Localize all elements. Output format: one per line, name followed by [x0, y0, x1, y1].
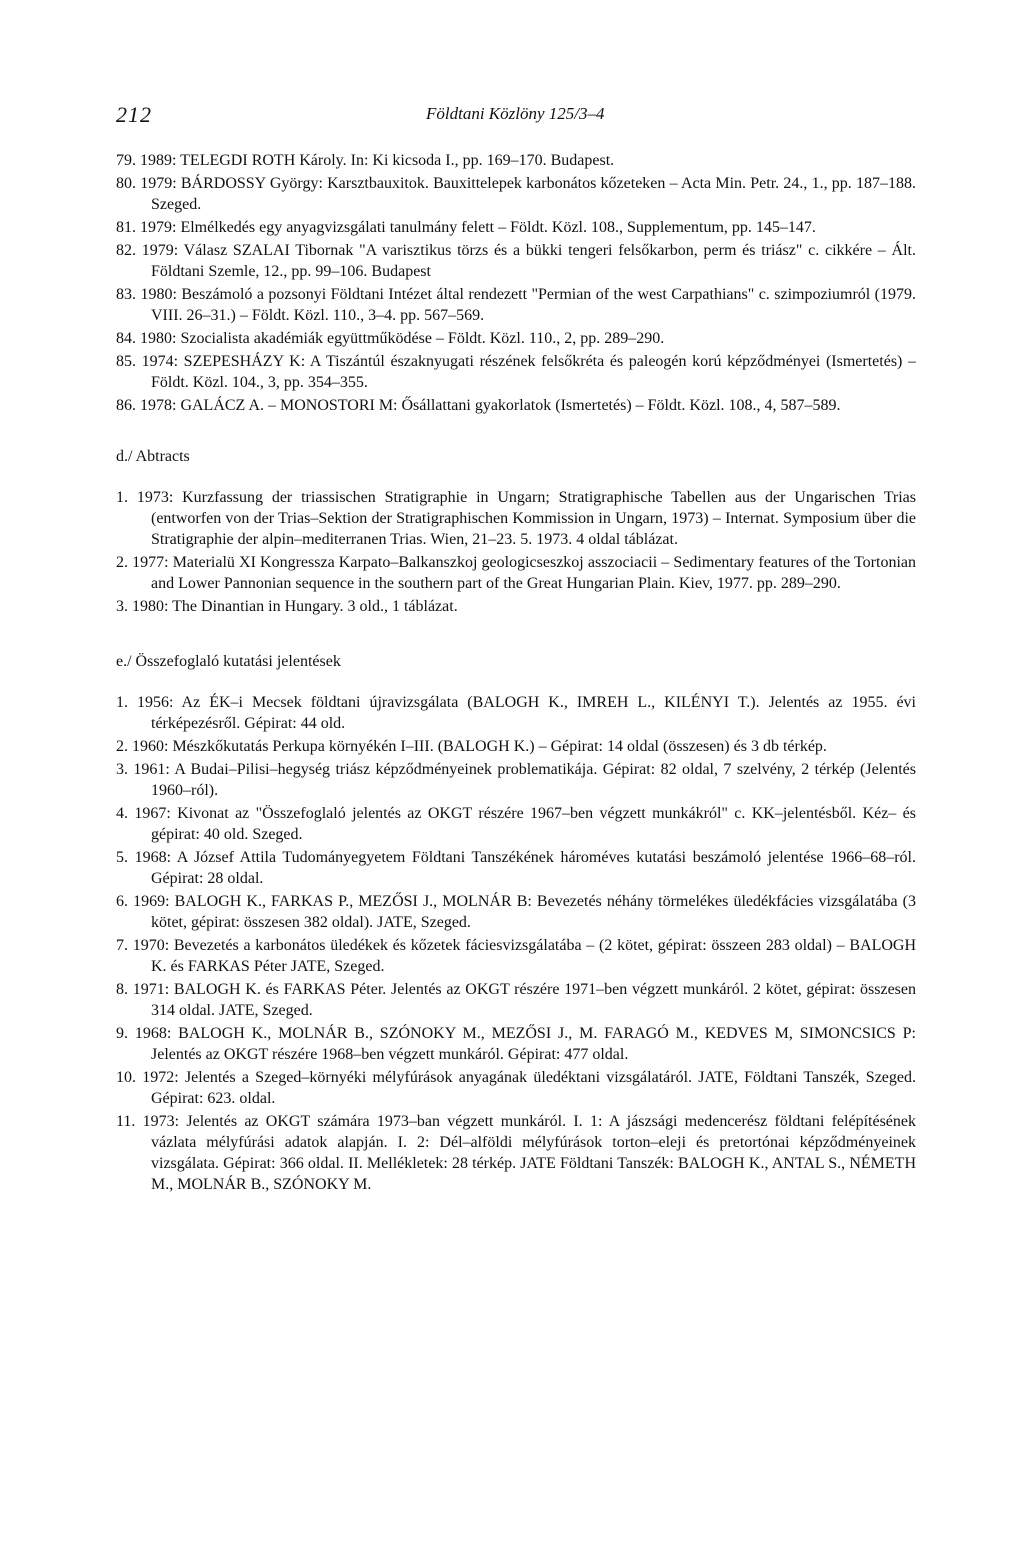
- list-item: 82. 1979: Válasz SZALAI Tibornak "A varisztikus törzs és a bükki tengeri felsőkarbon, perm és triász" c. cikkére – Ált. Földtani Szemle, 12., pp. 99–106. Budapest: [116, 242, 916, 280]
- section-c-list: [116, 150, 916, 416]
- list-item: 9. 1968: BALOGH K., MOLNÁR B., SZÓNOKY M., MEZŐSI J., M. FARAGÓ M., KEDVES M, SIMONCSICS P: Jelentés az OKGT részére 1968–ben végzett munkáról. Gépirat: 477 oldal.: [116, 1025, 916, 1063]
- list-item: 83. 1980: Beszámoló a pozsonyi Földtani Intézet által rendezett "Permian of the west Carpathians" c. szimpoziumról (1979. VIII. 26–31.) – Földt. Közl. 110., 3–4. pp. 567–569.: [116, 286, 916, 324]
- section-d-list: [116, 487, 916, 617]
- section-heading-reports: e./ Összefoglaló kutatási jelentések: [116, 653, 341, 670]
- list-item: 2. 1977: Materialü XI Kongressza Karpato–Balkanszkoj geologicseszkoj asszociacii – Sedimentary features of the Tortonian and Lower Pannonian sequence in the southern part of the Great Hungarian Plain. Kiev, 1977. pp. 289–290.: [116, 554, 916, 592]
- list-item: 2. 1960: Mészkőkutatás Perkupa környékén I–III. (BALOGH K.) – Gépirat: 14 oldal (összesen) és 3 db térkép.: [116, 738, 827, 755]
- list-item: 5. 1968: A József Attila Tudományegyetem Földtani Tanszékének hároméves kutatási beszámoló jelentése 1966–68–ról. Gépirat: 28 oldal.: [116, 849, 916, 887]
- list-item: 86. 1978: GALÁCZ A. – MONOSTORI M: Ősállattani gyakorlatok (Ismertetés) – Földt. Közl. 108., 4, 587–589.: [116, 397, 841, 414]
- list-item: 79. 1989: TELEGDI ROTH Károly. In: Ki kicsoda I., pp. 169–170. Budapest.: [116, 152, 615, 169]
- list-item: 8. 1971: BALOGH K. és FARKAS Péter. Jelentés az OKGT részére 1971–ben végzett munkáról. 2 kötet, gépirat: összesen 314 oldal. JATE, Szeged.: [116, 981, 916, 1019]
- list-item: 84. 1980: Szocialista akadémiák együttműködése – Földt. Közl. 110., 2, pp. 289–290.: [116, 330, 665, 347]
- list-item: 80. 1979: BÁRDOSSY György: Karsztbauxitok. Bauxittelepek karbonátos kőzeteken – Acta Min. Petr. 24., 1., pp. 187–188. Szeged.: [116, 175, 916, 213]
- list-item: 6. 1969: BALOGH K., FARKAS P., MEZŐSI J., MOLNÁR B: Bevezetés néhány törmelékes üledékfácies vizsgálatába (3 kötet, gépirat: összesen 382 oldal). JATE, Szeged.: [116, 893, 916, 931]
- list-item: 3. 1961: A Budai–Pilisi–hegység triász képződményeinek problematikája. Gépirat: 82 oldal, 7 szelvény, 2 térkép (Jelentés 1960–ról).: [116, 761, 916, 799]
- page-number: 212: [116, 102, 152, 127]
- list-item: 85. 1974: SZEPESHÁZY K: A Tiszántúl északnyugati részének felsőkréta és paleogén korú képződményei (Ismertetés) – Földt. Közl. 104., 3, pp. 354–355.: [116, 353, 916, 391]
- list-item: 4. 1967: Kivonat az "Összefoglaló jelentés az OKGT részére 1967–ben végzett munkákról" c. KK–jelentésből. Kéz– és gépirat: 40 old. Szeged.: [116, 805, 916, 843]
- list-item: 3. 1980: The Dinantian in Hungary. 3 old., 1 táblázat.: [116, 598, 458, 615]
- list-item: 1. 1956: Az ÉK–i Mecsek földtani újravizsgálata (BALOGH K., IMREH L., KILÉNYI T.). Jelentés az 1955. évi térképezésről. Gépirat: 44 old.: [116, 694, 916, 732]
- list-item: 11. 1973: Jelentés az OKGT számára 1973–ban végzett munkáról. I. 1: A jászsági medencerész földtani felépítésének vázlata mélyfúrási adatok alapján. I. 2: Dél–alföldi mélyfúrások torton–eleji és pretortónai képződményeinek vizsgálata. Gépirat: 366 oldal. II. Mellékletek: 28 térkép. JATE Földtani Tanszék: BALOGH K., ANTAL S., NÉMETH M., MOLNÁR B., SZÓNOKY M.: [116, 1113, 916, 1193]
- journal-title: Földtani Közlöny 125/3–4: [426, 104, 605, 123]
- section-e-list: [116, 692, 916, 1195]
- list-item: 7. 1970: Bevezetés a karbonátos üledékek és kőzetek fáciesvizsgálatába – (2 kötet, gépirat: összeen 283 oldal) – BALOGH K. és FARKAS Péter JATE, Szeged.: [116, 937, 916, 975]
- list-item: 1. 1973: Kurzfassung der triassischen Stratigraphie in Ungarn; Stratigraphische Tabellen aus der Ungarischen Trias (entworfen von der Trias–Sektion der Stratigraphischen Kommission in Ungarn, 1973) – Internat. Symposium über die Stratigraphie der alpin–mediterranen Trias. Wien, 21–23. 5. 1973. 4 oldal táblázat.: [116, 489, 916, 548]
- bibliography-content: [116, 150, 916, 1197]
- section-heading-abstracts: d./ Abtracts: [116, 448, 190, 465]
- list-item: 81. 1979: Elmélkedés egy anyagvizsgálati tanulmány felett – Földt. Közl. 108., Supplementum, pp. 145–147.: [116, 219, 816, 236]
- page-header: [116, 102, 906, 132]
- list-item: 10. 1972: Jelentés a Szeged–környéki mélyfúrások anyagának üledéktani vizsgálatáról. JATE, Földtani Tanszék, Szeged. Gépirat: 623. oldal.: [116, 1069, 916, 1107]
